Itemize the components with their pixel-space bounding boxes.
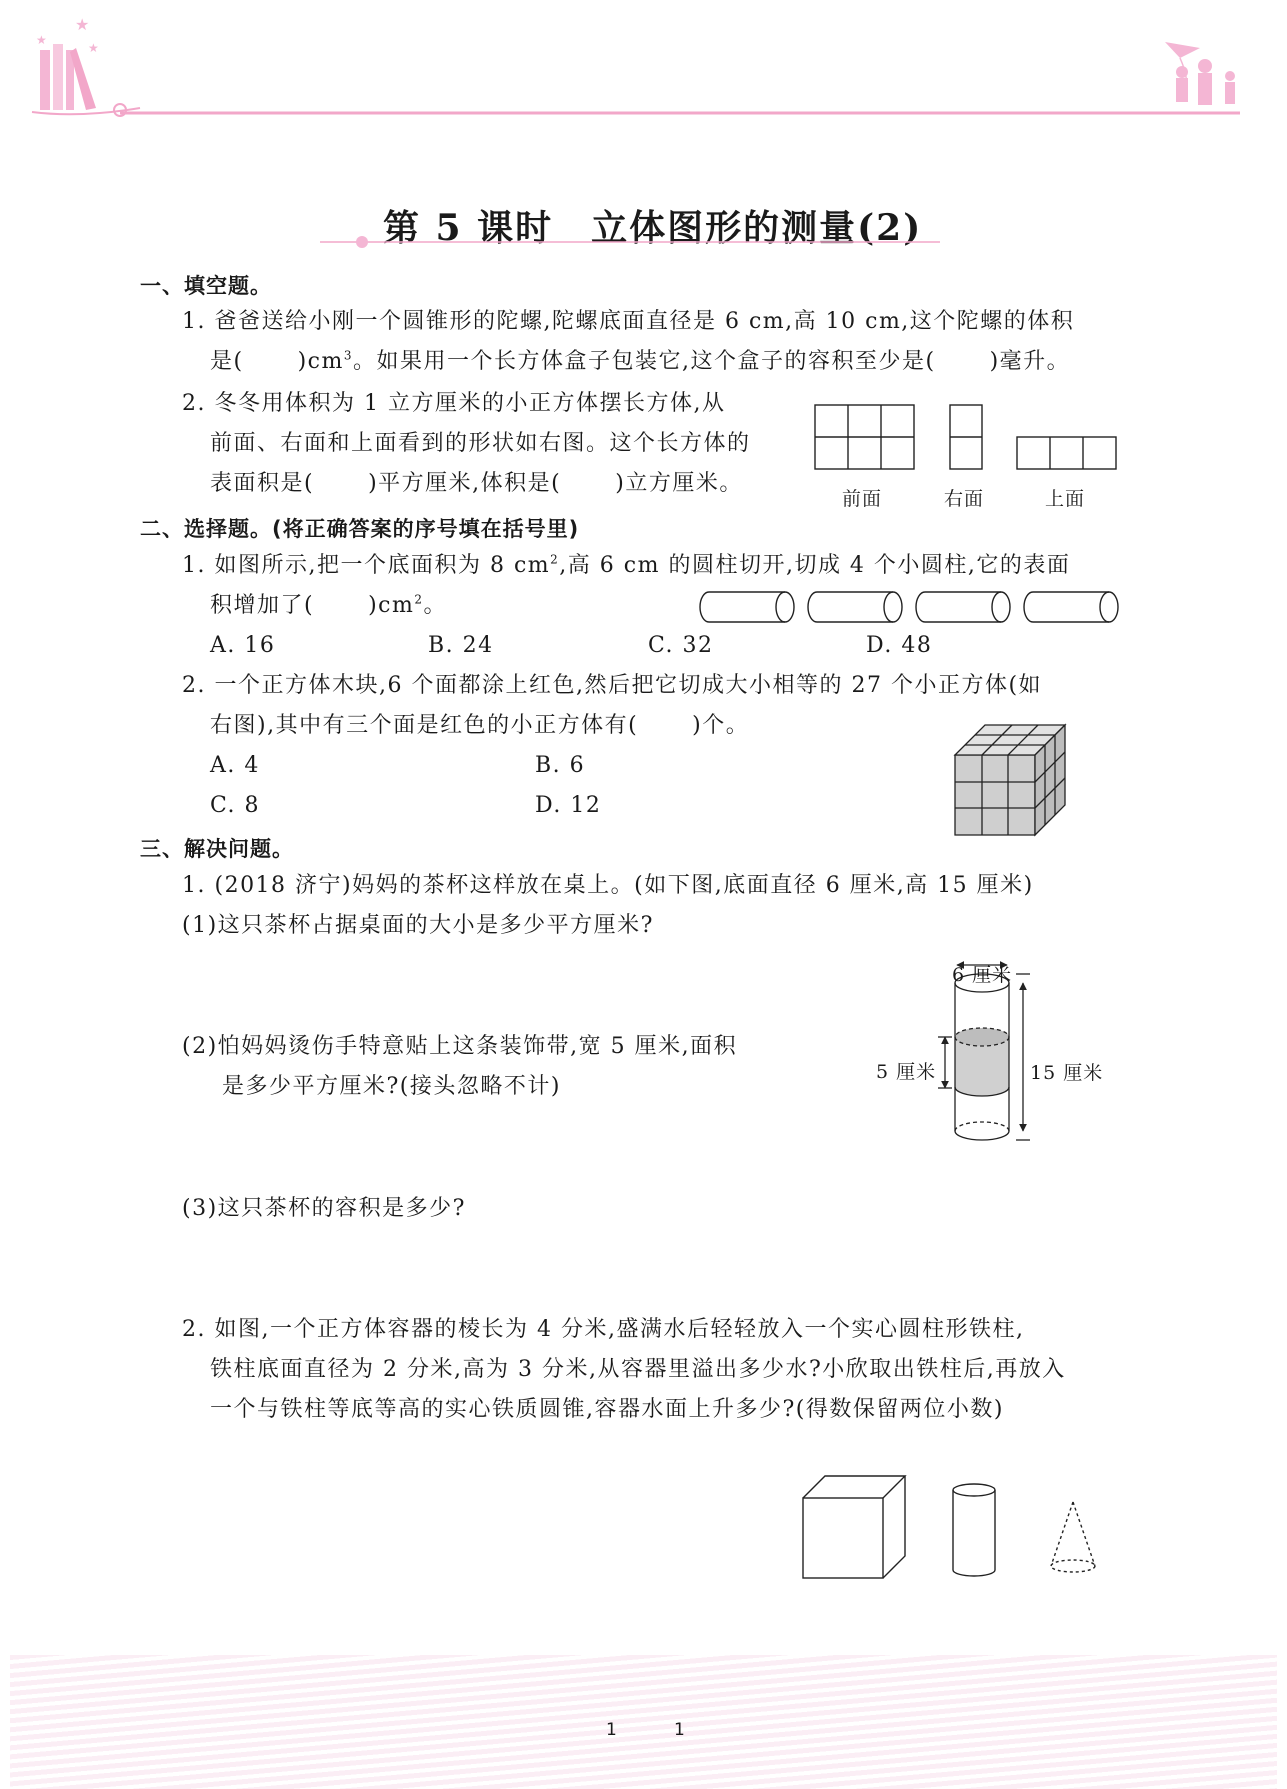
svg-text:★: ★ — [36, 33, 47, 47]
view-label-right: 右面 — [944, 488, 985, 510]
q1-2-line2: 前面、右面和上面看到的形状如右图。这个长方体的 — [210, 431, 751, 456]
q2-1-option-c[interactable]: C. 32 — [648, 633, 714, 658]
q2-1-option-b[interactable]: B. 24 — [428, 633, 494, 658]
view-label-top: 上面 — [1045, 488, 1086, 510]
header-decoration — [0, 0, 1287, 130]
q2-1-option-d[interactable]: D. 48 — [866, 633, 933, 658]
q2-1-option-a[interactable]: A. 16 — [210, 633, 276, 658]
title-underline — [320, 236, 940, 250]
top-view-grid — [1017, 437, 1116, 469]
section-heading-choice: 二、选择题。(将正确答案的序号填在括号里) — [140, 517, 580, 541]
q3-2-line2: 铁柱底面直径为 2 分米,高为 3 分米,从容器里溢出多少水?小欣取出铁柱后,再放入 — [210, 1357, 1066, 1382]
q3-1-part2-line1: (2)怕妈妈烫伤手特意贴上这条装饰带,宽 5 厘米,面积 — [182, 1034, 738, 1059]
q2-2-option-c[interactable]: C. 8 — [210, 793, 261, 818]
q3-1-part3: (3)这只茶杯的容积是多少? — [182, 1196, 466, 1221]
q2-2-option-b[interactable]: B. 6 — [535, 753, 586, 778]
book-logo-icon — [32, 15, 140, 116]
cylinder-piece — [1024, 592, 1118, 622]
q3-1-intro: 1. (2018 济宁)妈妈的茶杯这样放在桌上。(如下图,底面直径 6 厘米,高 15 厘米) — [182, 873, 1034, 898]
footer-stripes — [10, 1655, 1277, 1789]
q2-1-line1: 1. 如图所示,把一个底面积为 8 $cm^2$,高 6 cm 的圆柱切开,切成 4 个小圆柱,它的表面 — [182, 552, 1071, 578]
cylinder-piece — [916, 592, 1010, 622]
cylinder-piece — [808, 592, 902, 622]
page-number-left: 1 — [606, 1720, 617, 1740]
page-number-right: 1 — [674, 1720, 685, 1740]
q1-1-line1: 1. 爸爸送给小刚一个圆锥形的陀螺,陀螺底面直径是 6 cm,高 10 cm,这个陀螺的体积 — [182, 309, 1075, 334]
q2-2-option-a[interactable]: A. 4 — [210, 753, 260, 778]
q2-2-line1: 2. 一个正方体木块,6 个面都涂上红色,然后把它切成大小相等的 27 个小正方体(如 — [182, 673, 1043, 698]
kids-kite-icon — [1165, 42, 1235, 105]
q1-2-line1: 2. 冬冬用体积为 1 立方厘米的小正方体摆长方体,从 — [182, 391, 726, 416]
four-cylinders-figure — [695, 588, 1125, 628]
q1-2-line3: 表面积是( )平方厘米,体积是( )立方厘米。 — [210, 471, 743, 496]
q3-1-part1: (1)这只茶杯占据桌面的大小是多少平方厘米? — [182, 913, 654, 938]
cube-container — [803, 1476, 905, 1578]
section-heading-fill-blank: 一、填空题。 — [140, 274, 272, 298]
right-view-grid — [950, 405, 982, 469]
cylinder-piece — [700, 592, 794, 622]
label-height: 15 厘米 — [1030, 1062, 1104, 1084]
cube-cylinder-cone-figure — [795, 1470, 1115, 1585]
front-view-grid — [815, 405, 914, 469]
label-band-width: 5 厘米 — [876, 1061, 937, 1083]
iron-cylinder — [953, 1484, 995, 1576]
cube-27-figure — [950, 720, 1075, 840]
section-heading-problems: 三、解决问题。 — [140, 837, 294, 861]
svg-text:★: ★ — [75, 15, 90, 34]
q3-2-line1: 2. 如图,一个正方体容器的棱长为 4 分米,盛满水后轻轻放入一个实心圆柱形铁柱, — [182, 1317, 1025, 1342]
q1-1-line2: 是( )$cm^3$。如果用一个长方体盒子包装它,这个盒子的容积至少是( )毫升。 — [210, 348, 1071, 374]
label-diameter: 6 厘米 — [952, 964, 1013, 986]
iron-cone — [1051, 1502, 1095, 1572]
page-title: 第 5 课时 立体图形的测量(2) — [383, 207, 923, 249]
view-label-front: 前面 — [842, 488, 883, 510]
q2-1-line2: 积增加了( )$cm^2$。 — [210, 592, 448, 618]
q2-2-option-d[interactable]: D. 12 — [535, 793, 602, 818]
three-views-figure — [810, 400, 1130, 476]
svg-text:★: ★ — [88, 41, 99, 55]
q2-2-line2: 右图),其中有三个面是红色的小正方体有( )个。 — [210, 713, 750, 738]
q3-2-line3: 一个与铁柱等底等高的实心铁质圆锥,容器水面上升多少?(得数保留两位小数) — [210, 1397, 1004, 1422]
q3-1-part2-line2: 是多少平方厘米?(接头忽略不计) — [222, 1074, 561, 1099]
